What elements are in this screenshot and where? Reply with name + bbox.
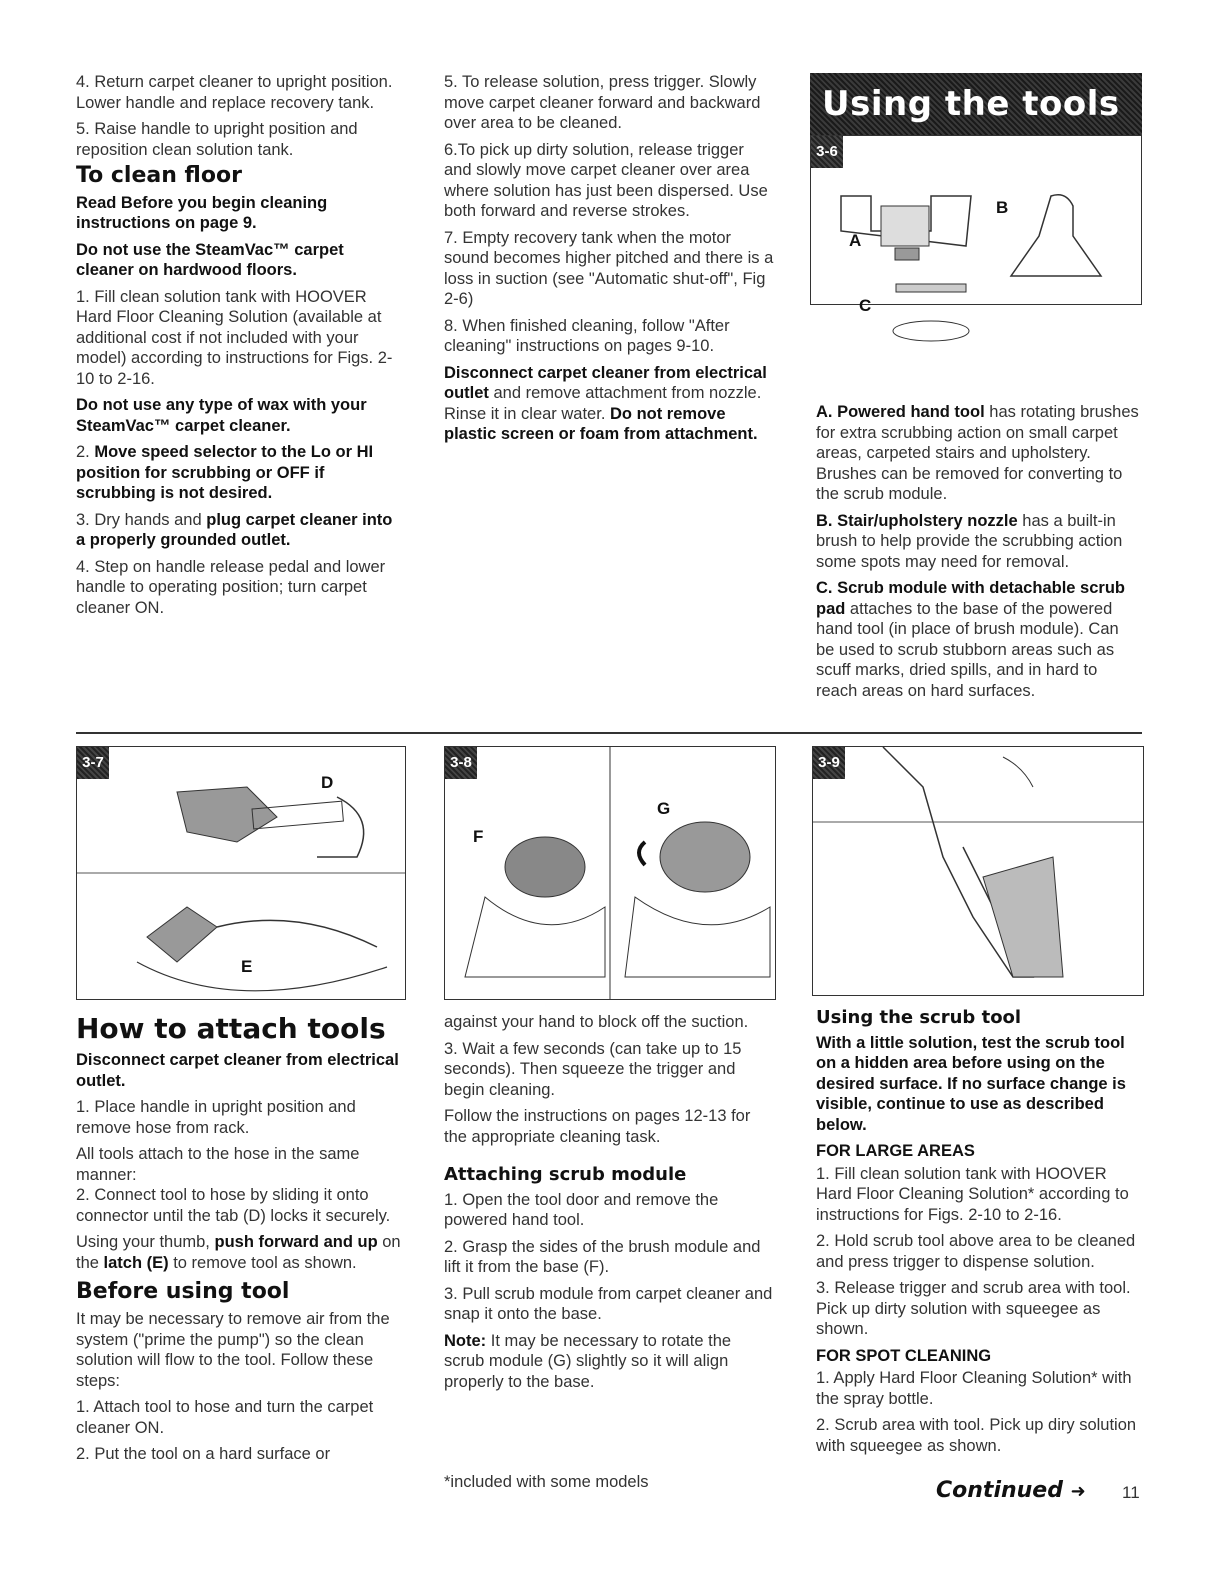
step-put-tool: 2. Put the tool on a hard surface or xyxy=(76,1445,331,1463)
figure-tag: 3-9 xyxy=(813,747,845,779)
label-d: D xyxy=(321,773,334,792)
figure-3-9 xyxy=(812,746,1144,996)
label-c: C xyxy=(859,296,872,315)
scrub-module-bold: C. Scrub module with detachable scrub pad xyxy=(816,579,1125,618)
step-hold-scrub-tool: 2. Hold scrub tool above area to be cleaned and press trigger to dispense solution. xyxy=(816,1232,1136,1271)
label-b: B xyxy=(996,198,1009,217)
bottom-middle-column xyxy=(444,1012,774,1398)
remove-mid: on the xyxy=(76,1233,401,1272)
label-a: A xyxy=(849,231,862,250)
figure-tag: 3-6 xyxy=(811,136,843,168)
label-f: F xyxy=(473,827,484,846)
stair-nozzle-text: has a built-in brush to help provide the scrubbing action some spots may need for removal. xyxy=(816,511,1123,571)
figure-tag: 3-8 xyxy=(445,747,477,779)
step-remove-tool xyxy=(76,1232,406,1273)
arrow-right-icon: ➜ xyxy=(1070,1481,1086,1502)
plug-in-bold: plug carpet cleaner into a properly grounded outlet. xyxy=(76,510,393,549)
section-divider xyxy=(76,732,1142,734)
step-when-finished: 8. When finished cleaning, follow "After cleaning" instructions on pages 9-10. xyxy=(444,316,730,355)
step-place-handle: 1. Place handle in upright position and remove hose from rack. xyxy=(76,1098,356,1137)
step-block-suction: against your hand to block off the suction. xyxy=(444,1013,749,1031)
heading-before-using-tool: Before using tool xyxy=(76,1279,290,1304)
disconnect-bold: Disconnect carpet cleaner from electrical outlet xyxy=(444,363,767,402)
step-all-tools: All tools attach to the hose in the same manner: xyxy=(76,1145,360,1184)
heading-using-the-scrub-tool: Using the scrub tool xyxy=(816,1007,1022,1028)
step-apply-solution: 1. Apply Hard Floor Cleaning Solution* with the spray bottle. xyxy=(816,1369,1132,1408)
step-number: 2. xyxy=(76,443,95,461)
remove-lead: Using your thumb, xyxy=(76,1233,215,1251)
label-e: E xyxy=(241,957,253,976)
bottom-left-column xyxy=(76,1012,406,1471)
push-forward-bold: push forward and up xyxy=(214,1233,378,1251)
top-middle-column xyxy=(444,72,774,451)
label-g: G xyxy=(657,799,671,818)
note-label: Note: xyxy=(444,1331,487,1350)
step-empty-recovery: 7. Empty recovery tank when the motor sound becomes higher pitched and there is a loss in suction (see "Automatic shut-off", Fig 2-6) xyxy=(444,228,774,308)
step-pick-up: 6.To pick up dirty solution, release trigger and slowly move carpet cleaner over area where solution has just been dispersed. Use both forward and reverse strokes. xyxy=(444,140,768,220)
step-scrub-area: 2. Scrub area with tool. Pick up diry solution with squeegee as shown. xyxy=(816,1416,1137,1455)
note-text: It may be necessary to rotate the scrub module (G) slightly so it will align properly to the base. xyxy=(444,1331,732,1391)
stair-nozzle-bold: B. Stair/upholstery nozzle xyxy=(816,511,1018,530)
desc-scrub-module xyxy=(816,578,1140,701)
remove-tail: to remove tool as shown. xyxy=(168,1253,357,1272)
subheading-spot-cleaning: FOR SPOT CLEANING xyxy=(816,1346,992,1365)
step-plug-in xyxy=(76,510,406,551)
speed-selector-text: Move speed selector to the Lo or HI position for scrubbing or OFF if scrubbing is not desired. xyxy=(76,443,374,502)
note-read-before: Read Before you begin cleaning instructions on page 9. xyxy=(76,193,328,232)
step-speed-selector xyxy=(76,442,406,504)
warning-hardwood: Do not use the SteamVac™ carpet cleaner on hardwood floors. xyxy=(76,240,344,279)
disconnect-text: and remove attachment from nozzle. Rinse it in clear water. xyxy=(444,384,762,423)
step-disconnect xyxy=(444,363,774,445)
note-rotate-module xyxy=(444,1331,774,1393)
continued-marker xyxy=(936,1478,1086,1503)
figure-tag: 3-7 xyxy=(77,747,109,779)
page-number: 11 xyxy=(1122,1483,1140,1502)
step-connect-tool: 2. Connect tool to hose by sliding it onto connector until the tab (D) locks it securely. xyxy=(76,1186,391,1225)
scrub-tool-illustration xyxy=(813,747,1143,995)
banner-using-the-tools: Using the tools xyxy=(810,73,1142,135)
warning-disconnect: Disconnect carpet cleaner from electrical outlet. xyxy=(76,1051,399,1090)
scrub-module-illustration xyxy=(445,747,775,999)
powered-hand-tool-text: has rotating brushes for extra scrubbing action on small carpet areas, carpeted stairs and upholstery. Brushes can be removed for converting to the scrub module. xyxy=(816,403,1139,503)
desc-stair-nozzle xyxy=(816,511,1140,573)
figure-3-7 xyxy=(76,746,406,1000)
subheading-large-areas: FOR LARGE AREAS xyxy=(816,1142,975,1160)
warning-wax: Do not use any type of wax with your SteamVac™ carpet cleaner. xyxy=(76,396,367,435)
heading-how-to-attach-tools: How to attach tools xyxy=(76,1012,386,1045)
step-attach-tool: 1. Attach tool to hose and turn the carpet cleaner ON. xyxy=(76,1398,374,1437)
top-right-column xyxy=(816,402,1140,707)
step-grasp-sides: 2. Grasp the sides of the brush module and lift it from the base (F). xyxy=(444,1237,761,1276)
step-wait: 3. Wait a few seconds (can take up to 15 seconds). Then squeeze the trigger and begin cleaning. xyxy=(444,1039,742,1099)
warning-test-hidden-area: With a little solution, test the scrub tool on a hidden area before using on the desired surface. If no surface change is visible, continue to use as described below. xyxy=(816,1033,1126,1134)
bottom-right-column xyxy=(816,1008,1142,1462)
figure-3-8 xyxy=(444,746,776,1000)
step-fill-solution: 1. Fill clean solution tank with HOOVER Hard Floor Cleaning Solution* according to instructions for Figs. 2-10 to 2-16. xyxy=(816,1164,1129,1224)
tools-illustration xyxy=(811,136,1141,304)
step-return-carpet-cleaner: 4. Return carpet cleaner to upright position. Lower handle and replace recovery tank. xyxy=(76,73,393,112)
step-pull-scrub-module: 3. Pull scrub module from carpet cleaner and snap it onto the base. xyxy=(444,1284,773,1323)
footnote: *included with some models xyxy=(444,1473,649,1491)
do-not-remove-bold: Do not remove plastic screen or foam from attachment. xyxy=(444,404,758,443)
step-release-solution: 5. To release solution, press trigger. Slowly move carpet cleaner forward and backward over area to be cleaned. xyxy=(444,73,761,132)
heading-attaching-scrub-module: Attaching scrub module xyxy=(444,1164,687,1185)
step-release-pedal: 4. Step on handle release pedal and lower handle to operating position; turn carpet cleaner ON. xyxy=(76,557,386,617)
latch-bold: latch (E) xyxy=(103,1253,169,1272)
plug-in-lead: 3. Dry hands and xyxy=(76,510,207,529)
top-left-column xyxy=(76,72,406,624)
figure-3-6 xyxy=(810,135,1142,315)
step-prime-pump: It may be necessary to remove air from the system ("prime the pump") so the clean solution will flow to the tool. Follow these steps: xyxy=(76,1310,390,1390)
step-raise-handle: 5. Raise handle to upright position and reposition clean solution tank. xyxy=(76,120,358,159)
scrub-module-text: attaches to the base of the powered hand tool (in place of brush module). Can be used to scrub stubborn areas such as scuff marks, dried spills, and in hard to reach areas on hard surfaces. xyxy=(816,599,1119,700)
desc-powered-hand-tool xyxy=(816,402,1140,505)
step-open-tool-door: 1. Open the tool door and remove the powered hand tool. xyxy=(444,1190,719,1229)
heading-to-clean-floor: To clean floor xyxy=(76,163,242,188)
continued-text: Continued xyxy=(936,1478,1063,1503)
step-fill-tank: 1. Fill clean solution tank with HOOVER Hard Floor Cleaning Solution (available at additional cost if not included with your model) according to instructions for Figs. 2-10 to 2-16. xyxy=(76,287,393,388)
powered-hand-tool-bold: A. Powered hand tool xyxy=(816,403,985,421)
step-follow-instructions: Follow the instructions on pages 12-13 for the appropriate cleaning task. xyxy=(444,1107,751,1146)
step-release-trigger: 3. Release trigger and scrub area with tool. Pick up dirty solution with squeegee as shown. xyxy=(816,1279,1131,1338)
